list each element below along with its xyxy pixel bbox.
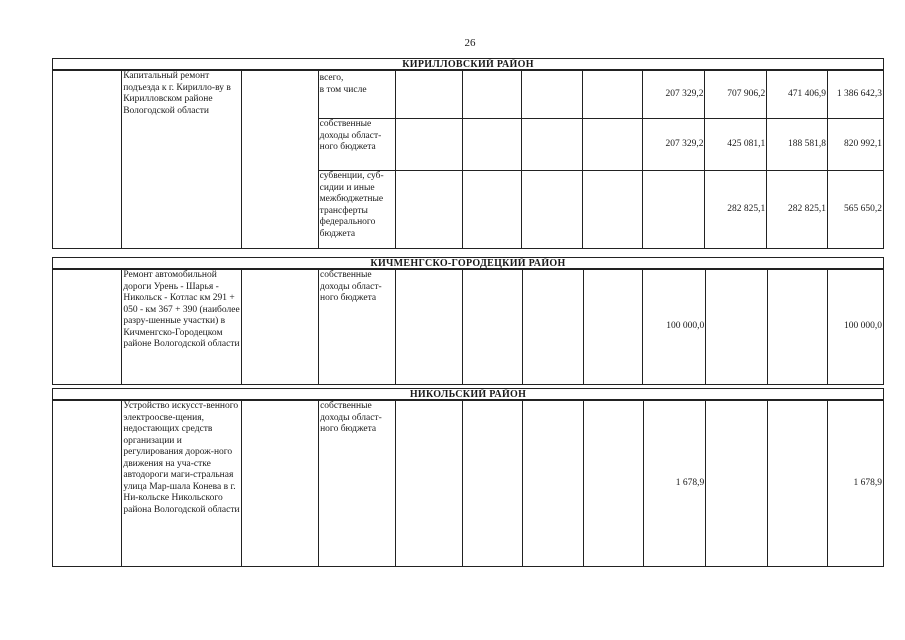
empty-cell	[53, 270, 122, 385]
object-name: Капитальный ремонт подъезда к г. Кирилло-ву в Кирилловском районе Вологодской области	[122, 71, 241, 249]
budget-table	[52, 400, 884, 567]
value-cell: 100 000,0	[828, 270, 884, 385]
value-cell: 207 329,2	[642, 119, 705, 171]
empty-cell	[53, 71, 122, 249]
empty-cell	[462, 119, 521, 171]
section-kichmengsko-gorodetsky	[52, 257, 884, 385]
empty-cell	[583, 71, 642, 119]
section-nikolsky	[52, 388, 884, 568]
value-cell: 207 329,2	[642, 71, 705, 119]
empty-cell	[462, 171, 521, 249]
value-cell: 425 081,1	[705, 119, 767, 171]
funding-source: собственные доходы област-ного бюджета	[318, 119, 395, 171]
value-cell: 100 000,0	[643, 270, 706, 385]
value-cell	[642, 171, 705, 249]
empty-cell	[241, 401, 318, 567]
funding-source: всего, в том числе	[318, 71, 395, 119]
empty-cell	[522, 270, 583, 385]
empty-cell	[583, 119, 642, 171]
empty-cell	[583, 171, 642, 249]
empty-cell	[395, 71, 462, 119]
budget-table	[52, 269, 884, 385]
table-row	[53, 270, 884, 385]
object-name: Устройство искусст-венного электроосве-щения, недостающих средств организации и регулирования дорож-ного движения на уча-стке автодороги маги-стральная улица Мар-шала Конева в г. Ни-кольске Никольского района Вологодской области	[122, 401, 241, 567]
value-cell: 282 825,1	[767, 171, 828, 249]
value-cell: 1 678,9	[828, 401, 884, 567]
value-cell: 820 992,1	[828, 119, 884, 171]
value-cell: 565 650,2	[828, 171, 884, 249]
empty-cell	[395, 270, 462, 385]
budget-table	[52, 70, 884, 249]
section-kirillovsky	[52, 58, 884, 270]
empty-cell	[241, 71, 318, 249]
table-row	[53, 71, 884, 119]
empty-cell	[584, 401, 643, 567]
empty-cell	[522, 119, 583, 171]
section-title: КИРИЛЛОВСКИЙ РАЙОН	[52, 58, 884, 70]
value-cell: 471 406,9	[767, 71, 828, 119]
empty-cell	[522, 401, 583, 567]
value-cell: 282 825,1	[705, 171, 767, 249]
empty-cell	[584, 270, 643, 385]
value-cell: 1 386 642,3	[828, 71, 884, 119]
empty-cell	[241, 270, 318, 385]
value-cell	[706, 270, 767, 385]
value-cell: 1 678,9	[643, 401, 706, 567]
value-cell	[767, 401, 827, 567]
empty-cell	[522, 71, 583, 119]
empty-cell	[463, 270, 522, 385]
page-number: 26	[464, 37, 476, 49]
table-row	[53, 401, 884, 567]
object-name: Ремонт автомобильной дороги Урень - Шарья - Никольск - Котлас км 291 + 050 - км 367 + 390 (наиболее разру-шенные участки) в Кичменгско-Городецком районе Вологодской области	[122, 270, 241, 385]
section-title: КИЧМЕНГСКО-ГОРОДЕЦКИЙ РАЙОН	[52, 257, 884, 269]
empty-cell	[395, 119, 462, 171]
value-cell: 188 581,8	[767, 119, 828, 171]
value-cell: 707 906,2	[705, 71, 767, 119]
empty-cell	[395, 171, 462, 249]
empty-cell	[53, 401, 122, 567]
empty-cell	[395, 401, 462, 567]
value-cell	[706, 401, 767, 567]
empty-cell	[463, 401, 522, 567]
section-title: НИКОЛЬСКИЙ РАЙОН	[52, 388, 884, 400]
funding-source: субвенции, суб-сидии и иные межбюджетные трансферты федерального бюджета	[318, 171, 395, 249]
funding-source: собственные доходы област-ного бюджета	[319, 270, 396, 385]
empty-cell	[462, 71, 521, 119]
funding-source: собственные доходы област-ного бюджета	[319, 401, 396, 567]
empty-cell	[522, 171, 583, 249]
value-cell	[767, 270, 827, 385]
